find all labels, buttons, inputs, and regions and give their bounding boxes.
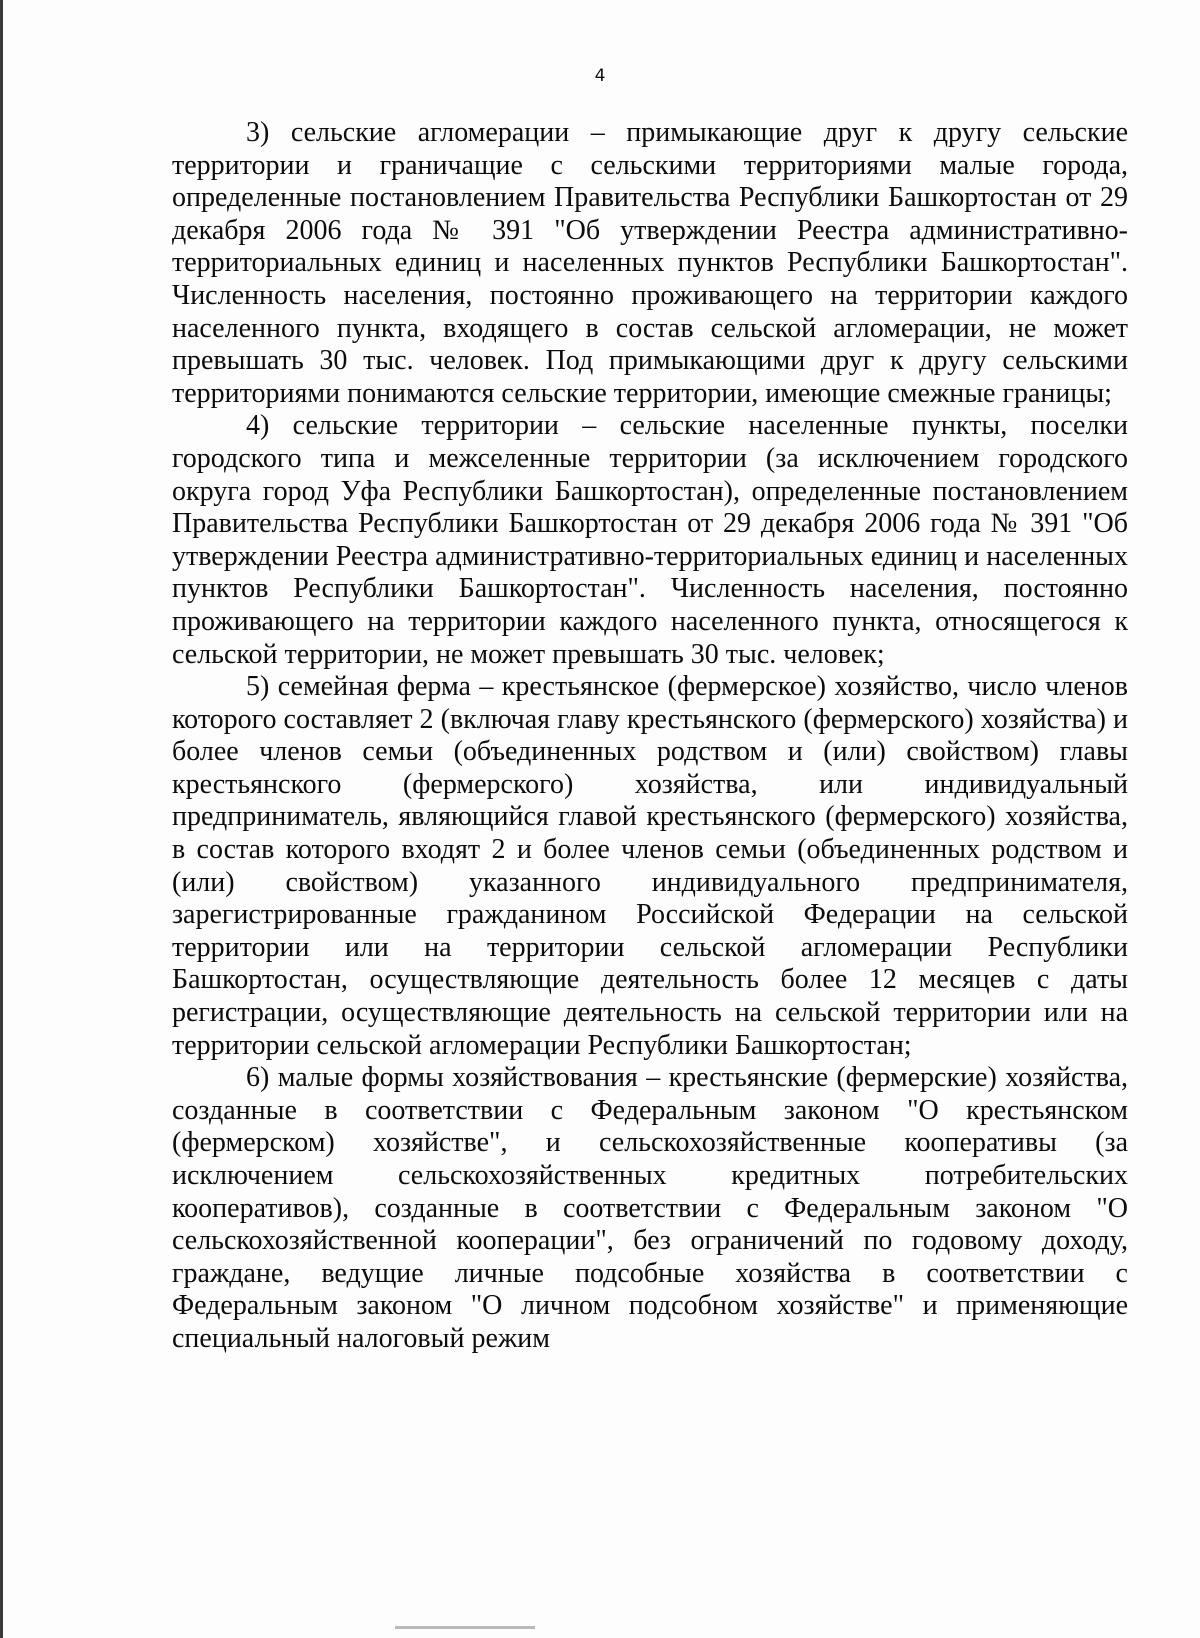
paragraph-item-3: 3) сельские агломерации – примыкающие друг к другу сельские территории и граничащие с сельскими территориями малые города, определенные постановлением Правительства Республики Башкортостан от 29 декабря 2006 года № 391 "Об утверждении Реестра административно-территориальных единиц и населенных пунктов Республики Башкортостан". Численность населения, постоянно проживающего на территории каждого населенного пункта, входящего в состав сельской агломерации, не может превышать 30 тыс. человек. Под примыкающими друг к другу сельскими территориями понимаются сельские территории, имеющие смежные границы; bbox=[172, 117, 1128, 409]
scan-footer-mark bbox=[395, 1626, 535, 1629]
document-body bbox=[172, 117, 1128, 1356]
paragraph-item-5: 5) семейная ферма – крестьянское (фермерское) хозяйство, число членов которого составляет 2 (включая главу крестьянского (фермерского) хозяйства) и более членов семьи (объединенных родством и (или) свойством) главы крестьянского (фермерского) хозяйства, или индивидуальный предприниматель, являющийся главой крестьянского (фермерского) хозяйства, в состав которого входят 2 и более членов семьи (объединенных родством и (или) свойством) указанного индивидуального предпринимателя, зарегистрированные гражданином Российской Федерации на сельской территории или на территории сельской агломерации Республики Башкортостан, осуществляющие деятельность более 12 месяцев с даты регистрации, осуществляющие деятельность на сельской территории или на территории сельской агломерации Республики Башкортостан; bbox=[172, 671, 1128, 1061]
page-number: 4 bbox=[594, 66, 606, 86]
scan-edge-shadow bbox=[0, 0, 3, 1638]
paragraph-item-6: 6) малые формы хозяйствования – крестьянские (фермерские) хозяйства, созданные в соответствии с Федеральным законом "О крестьянском (фермерском) хозяйстве", и сельскохозяйственные кооперативы (за исключением сельскохозяйственных кредитных потребительских кооперативов), созданные в соответствии с Федеральным законом "О сельскохозяйственной кооперации", без ограничений по годовому доходу, граждане, ведущие личные подсобные хозяйства в соответствии с Федеральным законом "О личном подсобном хозяйстве" и применяющие специальный налоговый режим bbox=[172, 1062, 1128, 1354]
paragraph-item-4: 4) сельские территории – сельские населенные пункты, поселки городского типа и межселенные территории (за исключением городского округа город Уфа Республики Башкортостан), определенные постановлением Правительства Республики Башкортостан от 29 декабря 2006 года № 391 "Об утверждении Реестра административно-территориальных единиц и населенных пунктов Республики Башкортостан". Численность населения, постоянно проживающего на территории каждого населенного пункта, относящегося к сельской территории, не может превышать 30 тыс. человек; bbox=[172, 410, 1128, 670]
